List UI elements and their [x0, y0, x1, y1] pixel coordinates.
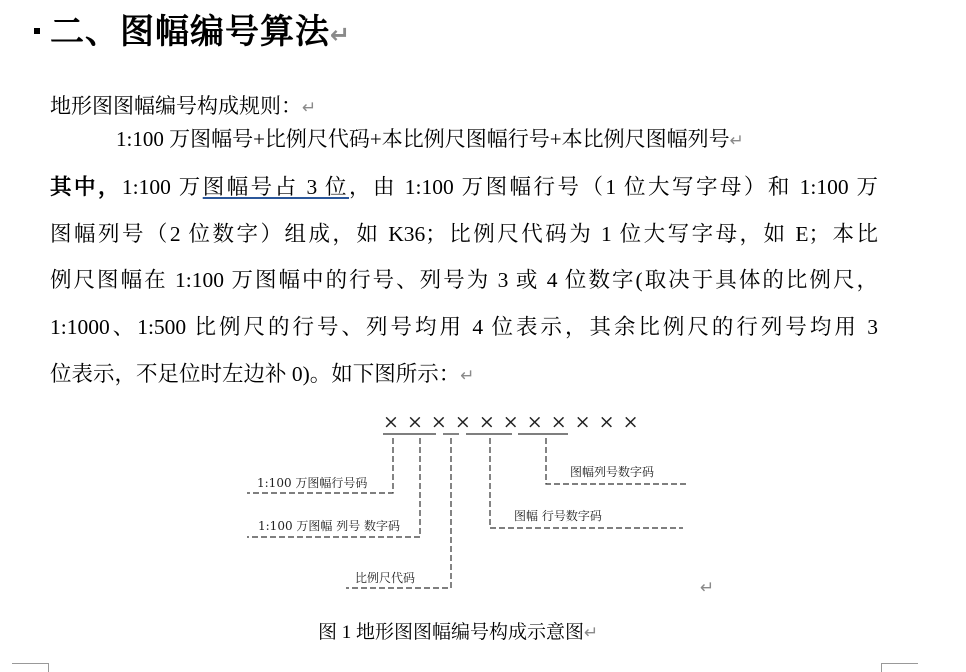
para-seg1: 1:100 万 [121, 175, 203, 199]
label-sheet-row: 1:100 万图幅行号码 [257, 476, 368, 490]
caption-text: 图 1 地形图图幅编号构成示意图 [318, 622, 585, 643]
figure-caption [318, 617, 598, 644]
para-line-3: 例尺图幅在 1:100 万图幅中的行号、列号为 3 或 4 位数字(取决于具体的比例尺， [50, 268, 878, 292]
label-scale: 比例尺代码 [355, 571, 416, 585]
heading-text: 二、图幅编号算法 [50, 14, 330, 51]
page-corner-right [881, 663, 918, 672]
page-corner-left [12, 663, 49, 672]
para-line1-rest: ，由 1:100 万图幅行号（1 位大写字母）和 1:100 万 [349, 175, 878, 199]
paragraph-mark-icon: ↵ [460, 366, 475, 386]
paragraph-mark-icon: ↵ [330, 21, 352, 49]
underlined-text: 图幅号占 3 位 [202, 175, 350, 199]
label-row-digits: 图幅 行号数字码 [514, 509, 602, 523]
formula-text: 1:100 万图幅号+比例尺代码+本比例尺图幅行号+本比例尺图幅列号 [116, 127, 730, 151]
paragraph-mark-icon: ↵ [729, 131, 744, 151]
paragraph-mark-icon: ↵ [302, 98, 317, 118]
leader-scale [346, 438, 451, 588]
label-col-digits: 图幅列号数字码 [570, 465, 655, 479]
para-line-4: 1:1000、1:500 比例尺的行号、列号均用 4 位表示，其余比例尺的行列号均用 3 [50, 315, 878, 339]
para-line-2: 图幅列号（2 位数字）组成，如 K36；比例尺代码为 1 位大写字母，如 E；本比 [50, 222, 878, 246]
paragraph-mark-icon: ↵ [700, 578, 715, 598]
para-line-5: 位表示，不足位时左边补 0)。如下图所示：↵ [50, 362, 475, 386]
paragraph-mark-icon: ↵ [584, 623, 599, 643]
bold-prefix: 其中， [50, 175, 122, 199]
code-pattern: × × × × × × × × × × × [383, 411, 640, 433]
label-sheet-col: 1:100 万图幅 列号 数字码 [258, 519, 401, 533]
rule-intro-text: 地形图图幅编号构成规则： [50, 94, 302, 118]
